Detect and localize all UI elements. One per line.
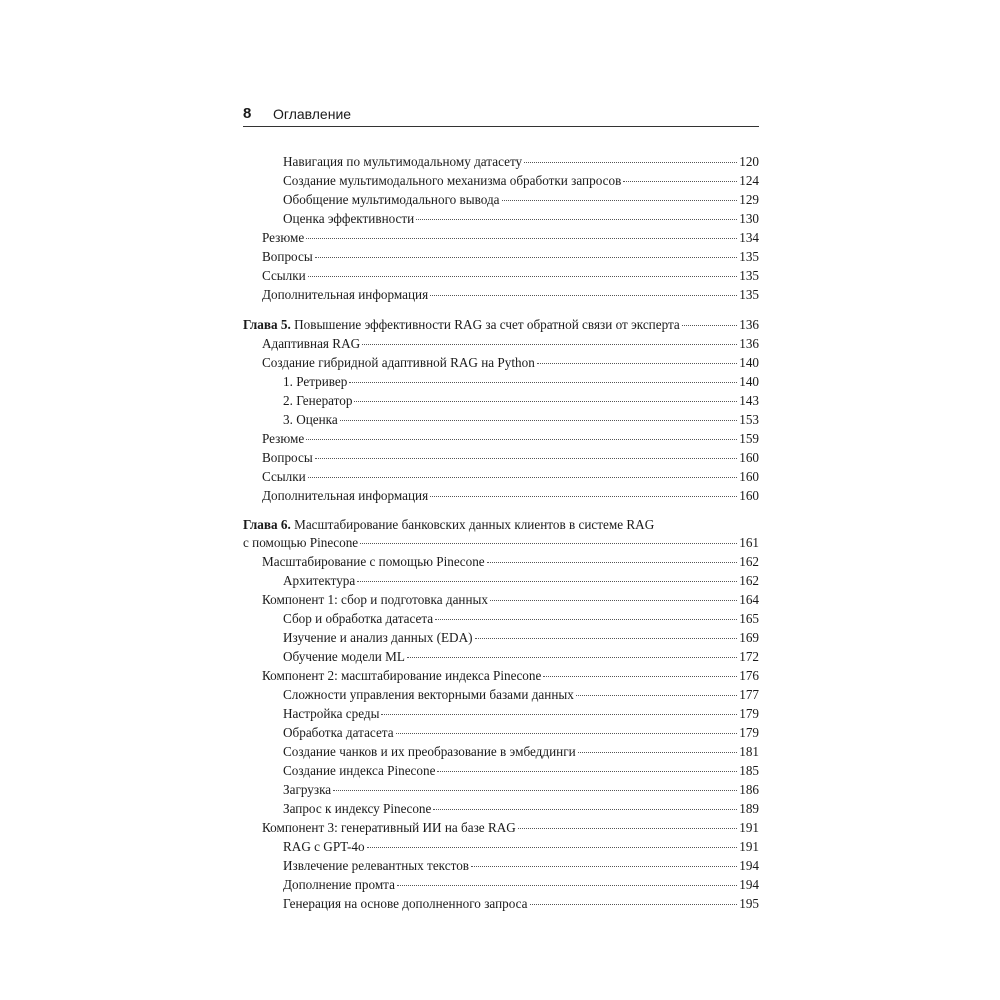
toc-page-number: 191 <box>739 820 759 835</box>
toc-page-number: 164 <box>739 592 759 607</box>
toc-entry[interactable]: Создание мультимодального механизма обработки запросов 124 <box>283 173 759 188</box>
toc-page-number: 179 <box>739 725 759 740</box>
toc-entry[interactable]: Ссылки 160 <box>262 469 759 484</box>
dot-leader <box>430 295 737 296</box>
toc-entry[interactable]: Масштабирование с помощью Pinecone 162 <box>262 554 759 569</box>
toc-chapter-5[interactable] <box>243 315 759 334</box>
toc-entry[interactable]: Дополнительная информация 135 <box>262 287 759 302</box>
toc-page-number: 143 <box>739 393 759 408</box>
toc-entry[interactable]: Создание чанков и их преобразование в эмбеддинги 181 <box>283 744 759 759</box>
toc-entry[interactable]: Загрузка 186 <box>283 782 759 797</box>
toc-page-number: 135 <box>739 268 759 283</box>
toc-entry[interactable]: Дополнение промта 194 <box>283 877 759 892</box>
dot-leader <box>435 619 737 620</box>
toc-page-number: 124 <box>739 173 759 188</box>
toc-page-number: 135 <box>739 287 759 302</box>
toc-entry[interactable]: Создание гибридной адаптивной RAG на Python 140 <box>262 355 759 370</box>
toc-page-number: 177 <box>739 687 759 702</box>
dot-leader <box>416 219 737 220</box>
toc-entry[interactable]: Дополнительная информация 160 <box>262 488 759 503</box>
dot-leader <box>354 401 737 402</box>
toc-entry[interactable]: 3. Оценка 153 <box>283 412 759 427</box>
toc-entry[interactable]: 2. Генератор 143 <box>283 393 759 408</box>
toc-page-number: 165 <box>739 611 759 626</box>
dot-leader <box>537 363 737 364</box>
toc-page-number: 185 <box>739 763 759 778</box>
dot-leader <box>308 477 738 478</box>
toc-entry[interactable]: Компонент 1: сбор и подготовка данных 164 <box>262 592 759 607</box>
dot-leader <box>315 458 738 459</box>
toc-entry[interactable]: Запрос к индексу Pinecone 189 <box>283 801 759 816</box>
toc-page-number: 179 <box>739 706 759 721</box>
toc-page-number: 120 <box>739 154 759 169</box>
dot-leader <box>397 885 737 886</box>
dot-leader <box>682 325 737 326</box>
toc-page-number: 160 <box>739 488 759 503</box>
toc-page-number: 159 <box>739 431 759 446</box>
toc-page-number: 172 <box>739 649 759 664</box>
dot-leader <box>433 809 737 810</box>
toc-entry[interactable]: Компонент 3: генеративный ИИ на базе RAG 191 <box>262 820 759 835</box>
chapter-title-line1: Масштабирование банковских данных клиентов в системе RAG <box>294 517 655 532</box>
dot-leader <box>308 276 738 277</box>
dot-leader <box>306 439 737 440</box>
page-number: 8 <box>243 105 252 122</box>
dot-leader <box>530 904 738 905</box>
toc-page-number: 140 <box>739 355 759 370</box>
toc-entry[interactable]: Извлечение релевантных текстов 194 <box>283 858 759 873</box>
toc-entry[interactable]: Архитектура 162 <box>283 573 759 588</box>
toc-page-number: 153 <box>739 412 759 427</box>
toc-page-number: 195 <box>739 896 759 911</box>
dot-leader <box>362 344 737 345</box>
toc-entry[interactable]: Настройка среды 179 <box>283 706 759 721</box>
toc-page-number: 162 <box>739 573 759 588</box>
toc-entry[interactable]: Обработка датасета 179 <box>283 725 759 740</box>
toc-page-number: 129 <box>739 192 759 207</box>
toc-page-number: 194 <box>739 877 759 892</box>
dot-leader <box>471 866 737 867</box>
dot-leader <box>524 162 737 163</box>
toc-entry[interactable]: Резюме 134 <box>262 230 759 245</box>
toc-page-number: 181 <box>739 744 759 759</box>
toc-entry[interactable]: Изучение и анализ данных (EDA) 169 <box>283 630 759 645</box>
toc-page-number: 189 <box>739 801 759 816</box>
toc-page-number: 136 <box>739 336 759 351</box>
toc-page-number: 135 <box>739 249 759 264</box>
dot-leader <box>357 581 737 582</box>
chapter-prefix: Глава 5. <box>243 317 291 332</box>
dot-leader <box>315 257 738 258</box>
toc-entry[interactable]: Обобщение мультимодального вывода 129 <box>283 192 759 207</box>
toc-page-number: 134 <box>739 230 759 245</box>
toc-page-number: 161 <box>739 535 759 550</box>
dot-leader <box>407 657 737 658</box>
toc-entry[interactable]: Вопросы 160 <box>262 450 759 465</box>
toc-page-number: 130 <box>739 211 759 226</box>
dot-leader <box>487 562 738 563</box>
dot-leader <box>623 181 737 182</box>
chapter-prefix: Глава 6. <box>243 517 291 532</box>
toc-page-number: 160 <box>739 450 759 465</box>
dot-leader <box>396 733 738 734</box>
toc-entry[interactable]: Навигация по мультимодальному датасету 120 <box>283 154 759 169</box>
toc-page-number: 162 <box>739 554 759 569</box>
dot-leader <box>578 752 738 753</box>
toc-entry[interactable]: Резюме 159 <box>262 431 759 446</box>
toc-page-number: 169 <box>739 630 759 645</box>
toc-entry[interactable]: Обучение модели ML 172 <box>283 649 759 664</box>
dot-leader <box>349 382 737 383</box>
chapter-title: Повышение эффективности RAG за счет обратной связи от эксперта <box>294 317 680 332</box>
dot-leader <box>490 600 737 601</box>
toc-chapter-6-title[interactable] <box>243 515 654 534</box>
dot-leader <box>367 847 738 848</box>
dot-leader <box>340 420 737 421</box>
toc-entry[interactable]: Сложности управления векторными базами данных 177 <box>283 687 759 702</box>
toc-page-number: 136 <box>739 317 759 332</box>
toc-entry[interactable]: Ссылки 135 <box>262 268 759 283</box>
running-title: Оглавление <box>273 106 352 122</box>
page-header <box>243 104 759 127</box>
toc-entry[interactable]: Генерация на основе дополненного запроса 195 <box>283 896 759 911</box>
dot-leader <box>518 828 737 829</box>
toc-entry[interactable]: 1. Ретривер 140 <box>283 374 759 389</box>
dot-leader <box>430 496 737 497</box>
toc-entry[interactable]: Адаптивная RAG 136 <box>262 336 759 351</box>
dot-leader <box>306 238 737 239</box>
toc-entry[interactable]: Оценка эффективности 130 <box>283 211 759 226</box>
toc-entry[interactable]: Компонент 2: масштабирование индекса Pinecone 176 <box>262 668 759 683</box>
toc-entry[interactable]: RAG с GPT-4o 191 <box>283 839 759 854</box>
toc-page-number: 194 <box>739 858 759 873</box>
dot-leader <box>502 200 738 201</box>
toc-chapter-6[interactable] <box>243 533 759 552</box>
toc-page-number: 191 <box>739 839 759 854</box>
toc-entry[interactable]: Вопросы 135 <box>262 249 759 264</box>
toc-page-number: 176 <box>739 668 759 683</box>
chapter-title-line2: с помощью Pinecone <box>243 535 359 550</box>
dot-leader <box>543 676 737 677</box>
dot-leader <box>475 638 738 639</box>
dot-leader <box>437 771 737 772</box>
toc-entry[interactable]: Создание индекса Pinecone 185 <box>283 763 759 778</box>
toc-entry[interactable]: Сбор и обработка датасета 165 <box>283 611 759 626</box>
toc-page-number: 160 <box>739 469 759 484</box>
dot-leader <box>576 695 737 696</box>
dot-leader <box>360 543 737 544</box>
dot-leader <box>381 714 737 715</box>
dot-leader <box>333 790 737 791</box>
toc-page-number: 140 <box>739 374 759 389</box>
toc-page-number: 186 <box>739 782 759 797</box>
